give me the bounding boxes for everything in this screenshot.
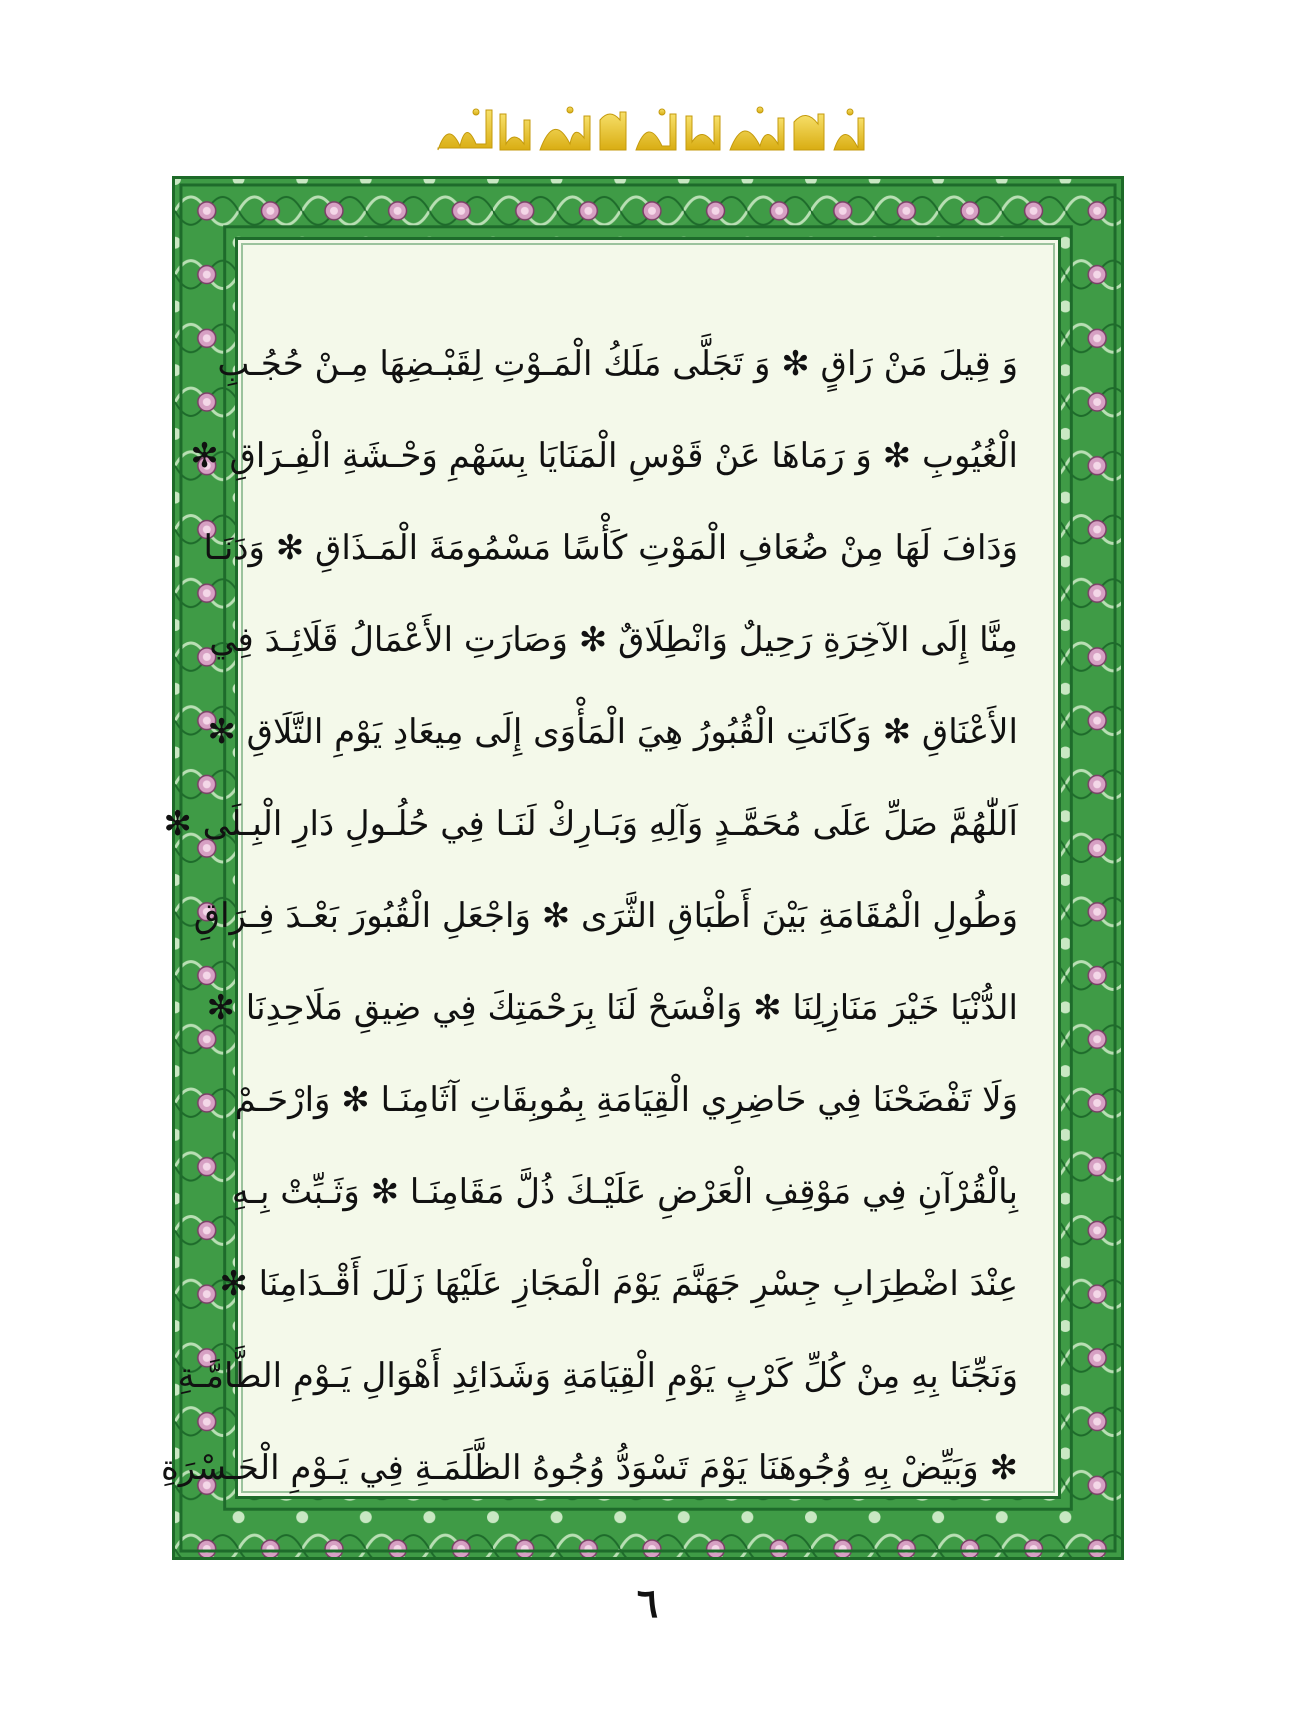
- text-line-4: مِنَّا إِلَى الآخِرَةِ رَحِيلٌ وَانْطِلَاقٌ ✻ وَصَارَتِ الأَعْمَالُ قَلَائِـدَ فِي: [209, 620, 1018, 660]
- text-line-13: ✻ وَبَيِّضْ بِهِ وُجُوهَنَا يَوْمَ تَسْوَدُّ وُجُوهُ الظَّلَمَـةِ فِي يَـوْمِ الْحَـسْرَةِ: [160, 1448, 1018, 1488]
- text-line-6: اَللّٰهُمَّ صَلِّ عَلَى مُحَمَّـدٍ وَآلِهِ وَبَـارِكْ لَنَـا فِي حُلُـولِ دَارِ الْبِـلَى ✻: [163, 804, 1018, 844]
- text-line-11: عِنْدَ اضْطِرَابِ جِسْرِ جَهَنَّمَ يَوْمَ الْمَجَازِ عَلَيْهَا زَلَلَ أَقْـدَامِنَا ✻: [219, 1264, 1018, 1304]
- ornamental-border-frame: [160, 176, 1124, 1560]
- text-line-1: وَ قِيلَ مَنْ رَاقٍ ✻ وَ تَجَلَّى مَلَكُ الْمَـوْتِ لِقَبْـضِهَا مِـنْ حُجُـبِ: [217, 344, 1018, 384]
- text-panel: [160, 237, 1061, 1499]
- text-line-5: الأَعْنَاقِ ✻ وَكَانَتِ الْقُبُورُ هِيَ الْمَأْوَى إِلَى مِيعَادِ يَوْمِ التَّلَاقِ ✻: [207, 712, 1018, 752]
- text-line-10: بِالْقُرْآنِ فِي مَوْقِفِ الْعَرْضِ عَلَيْـكَ ذُلَّ مَقَامِنَـا ✻ وَثَـبِّتْ بِـهِ: [231, 1172, 1018, 1212]
- page-number: ٦: [636, 1580, 659, 1627]
- text-line-12: وَنَجِّنَا بِهِ مِنْ كُلِّ كَرْبٍ يَوْمِ الْقِيَامَةِ وَشَدَائِدِ أَهْوَالِ يَـوْمِ الطَّامَّـةِ: [177, 1356, 1018, 1396]
- text-line-9: وَلَا تَفْضَحْنَا فِي حَاضِرِي الْقِيَامَةِ بِمُوبِقَاتِ آثَامِنَـا ✻ وَارْحَـمْ: [234, 1080, 1018, 1120]
- arabic-text-block: [160, 318, 1018, 1514]
- text-line-8: الدُّنْيَا خَيْرَ مَنَازِلِنَا ✻ وَافْسَحْ لَنَا بِرَحْمَتِكَ فِي ضِيقِ مَلَاحِدِنَا ✻: [206, 988, 1018, 1028]
- text-line-3: وَدَافَ لَهَا مِنْ ضُعَافِ الْمَوْتِ كَأْسًا مَسْمُومَةَ الْمَـذَاقِ ✻ وَدَنَـا: [203, 528, 1018, 568]
- header-calligraphy-logo: [430, 100, 870, 162]
- text-line-2: الْغُيُوبِ ✻ وَ رَمَاهَا عَنْ قَوْسِ الْمَنَايَا بِسَهْمِ وَحْـشَةِ الْفِـرَاقِ ✻: [190, 436, 1018, 476]
- text-line-7: وَطُولِ الْمُقَامَةِ بَيْنَ أَطْبَاقِ الثَّرَى ✻ وَاجْعَلِ الْقُبُورَ بَعْـدَ فِـرَاقِ: [193, 896, 1018, 936]
